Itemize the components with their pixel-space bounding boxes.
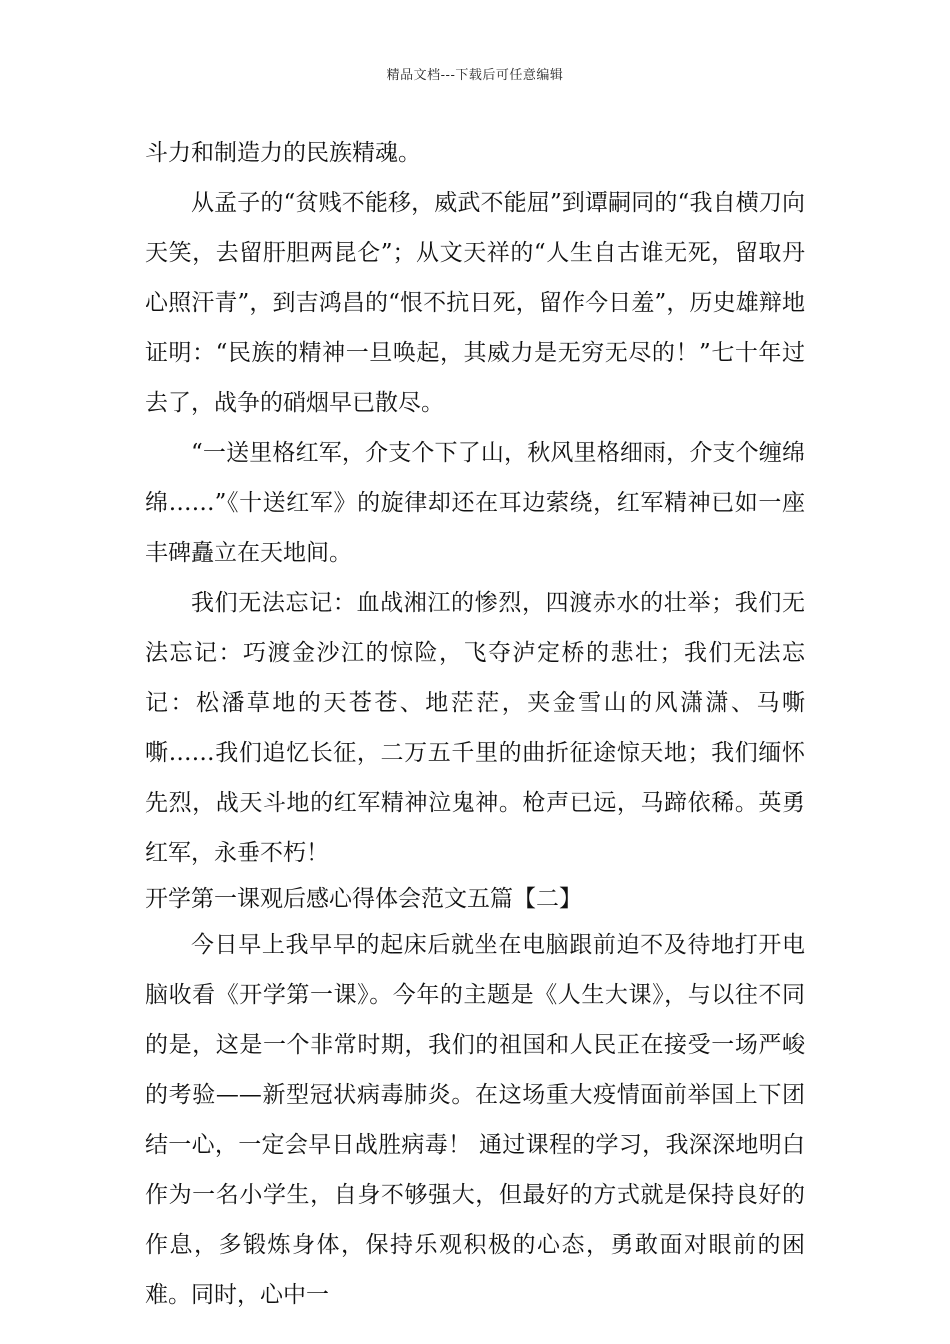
document-body bbox=[145, 128, 805, 1320]
paragraph-first-lesson: 今日早上我早早的起床后就坐在电脑跟前迫不及待地打开电脑收看《开学第一课》。今年的主题是《人生大课》，与以往不同的是，这是一个非常时期，我们的祖国和人民正在接受一场严峻的考验——新型冠状病毒肺炎。在这场重大疫情面前举国上下团结一心，一定会早日战胜病毒！ 通过课程的学习，我深深地明白作为一名小学生，自身不够强大，但最好的方式就是保持良好的作息，多锻炼身体，保持乐观积极的心态，勇敢面对眼前的困难。同时，心中一 bbox=[145, 932, 805, 1308]
paragraph-continuation: 斗力和制造力的民族精魂。 bbox=[145, 140, 421, 166]
paragraph-history-quotes: 从孟子的“贫贱不能移，威武不能屈”到谭嗣同的“我自横刀向天笑，去留肝胆两昆仑”；从文天祥的“人生自古谁无死，留取丹心照汗青”，到吉鸿昌的“恨不抗日死，留作今日羞”，历史雄辩地证明：“民族的精神一旦唤起，其威力是无穷无尽的！”七十年过去了，战争的硝烟早已散尽。 bbox=[145, 190, 805, 416]
page-header: 精品文档---下载后可任意编辑 bbox=[386, 68, 564, 83]
paragraph-ten-sends: “一送里格红军，介支个下了山，秋风里格细雨，介支个缠绵绵……”《十送红军》的旋律却还在耳边萦绕，红军精神已如一座丰碑矗立在天地间。 bbox=[145, 440, 805, 566]
paragraph-long-march: 我们无法忘记：血战湘江的惨烈，四渡赤水的壮举；我们无法忘记：巧渡金沙江的惊险，飞夺泸定桥的悲壮；我们无法忘记：松潘草地的天苍苍、地茫茫，夹金雪山的风潇潇、马嘶嘶……我们追忆长征，二万五千里的曲折征途惊天地；我们缅怀先烈，战天斗地的红军精神泣鬼神。枪声已远，马蹄依稀。英勇红军，永垂不朽！ bbox=[145, 590, 805, 866]
section-heading: 开学第一课观后感心得体会范文五篇【二】 bbox=[145, 886, 582, 912]
